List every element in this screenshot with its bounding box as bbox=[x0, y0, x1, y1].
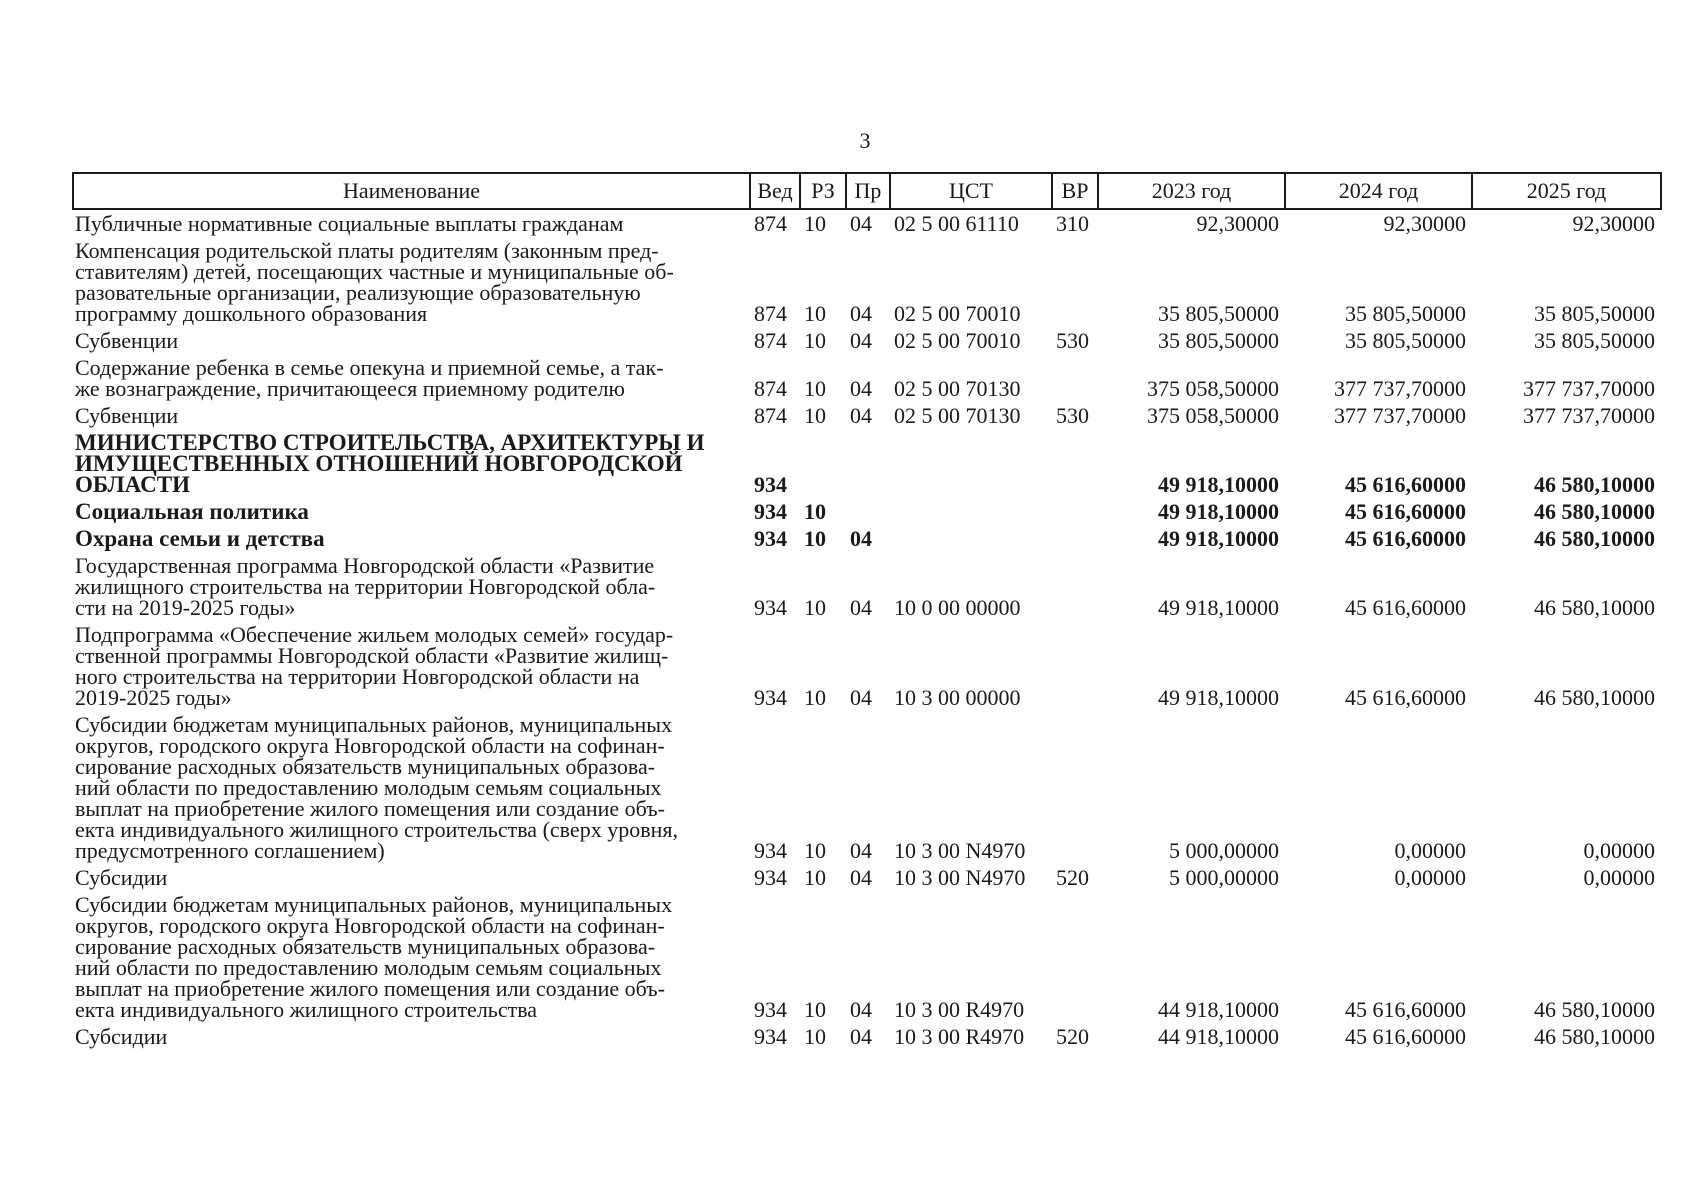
row-name-line: сирование расходных обязательств муниципальных образова- bbox=[75, 754, 656, 779]
cell-2024: 377 737,70000 bbox=[1334, 376, 1466, 401]
budget-table bbox=[72, 172, 1662, 1050]
row-name-line: Субвенции bbox=[75, 403, 179, 428]
row-name-line: сти на 2019-2025 годы» bbox=[75, 595, 296, 620]
cell-vr bbox=[1052, 237, 1098, 327]
cell-2023: 375 058,50000 bbox=[1147, 376, 1279, 401]
cell-2025: 35 805,50000 bbox=[1534, 328, 1655, 353]
cell-2025: 46 580,10000 bbox=[1534, 499, 1655, 524]
header-rz: РЗ bbox=[800, 173, 846, 209]
row-name-line: Социальная политика bbox=[75, 499, 309, 524]
cell-vr: 530 bbox=[1056, 403, 1089, 428]
row-name-line: предусмотренного соглашением) bbox=[75, 838, 385, 863]
cell-rz: 10 bbox=[804, 1024, 826, 1049]
row-name-line: 2019-2025 годы» bbox=[75, 685, 232, 710]
header-2025: 2025 год bbox=[1472, 173, 1661, 209]
row-name-line: сирование расходных обязательств муниципальных образова- bbox=[75, 934, 656, 959]
table-row bbox=[73, 711, 1661, 864]
cell-2025: 46 580,10000 bbox=[1534, 1024, 1655, 1049]
cell-2023: 44 918,10000 bbox=[1158, 997, 1279, 1022]
cell-cst: 10 3 00 00000 bbox=[894, 685, 1021, 710]
cell-2024: 377 737,70000 bbox=[1334, 403, 1466, 428]
cell-vr bbox=[1052, 525, 1098, 552]
table-row bbox=[73, 354, 1661, 402]
cell-2023: 49 918,10000 bbox=[1158, 472, 1279, 497]
cell-2025: 377 737,70000 bbox=[1523, 376, 1655, 401]
cell-rz: 10 bbox=[804, 499, 826, 524]
cell-vr: 520 bbox=[1056, 865, 1089, 890]
cell-ved: 934 bbox=[754, 595, 787, 620]
row-name-line: Субвенции bbox=[75, 328, 179, 353]
header-2024: 2024 год bbox=[1285, 173, 1472, 209]
table-row bbox=[73, 209, 1661, 237]
cell-cst: 02 5 00 61110 bbox=[894, 211, 1019, 236]
row-name-line: округов, городского округа Новгородской области на софинан- bbox=[75, 733, 665, 758]
cell-pr: 04 bbox=[850, 685, 872, 710]
cell-cst: 10 3 00 N4970 bbox=[894, 838, 1026, 863]
cell-2025: 46 580,10000 bbox=[1534, 472, 1655, 497]
cell-2025: 46 580,10000 bbox=[1534, 526, 1655, 551]
row-name-line: екта индивидуального жилищного строительства bbox=[75, 997, 538, 1022]
cell-2024: 45 616,60000 bbox=[1345, 1024, 1466, 1049]
row-name-line: ственной программы Новгородской области «Развитие жилищ- bbox=[75, 643, 669, 668]
cell-rz: 10 bbox=[804, 211, 826, 236]
row-name-line: округов, городского округа Новгородской области на софинан- bbox=[75, 913, 665, 938]
cell-cst: 02 5 00 70130 bbox=[894, 403, 1021, 428]
cell-pr bbox=[846, 498, 890, 525]
cell-ved: 934 bbox=[754, 472, 787, 497]
cell-2024: 45 616,60000 bbox=[1345, 526, 1466, 551]
header-cst: ЦСТ bbox=[890, 173, 1052, 209]
cell-2024: 0,00000 bbox=[1394, 865, 1466, 890]
row-name bbox=[73, 209, 750, 237]
table-header bbox=[73, 173, 1661, 209]
cell-vr bbox=[1052, 552, 1098, 621]
cell-ved: 874 bbox=[754, 403, 787, 428]
cell-2023: 5 000,00000 bbox=[1169, 838, 1279, 863]
cell-vr bbox=[1052, 429, 1098, 498]
row-name-line: же вознаграждение, причитающееся приемному родителю bbox=[75, 376, 625, 401]
cell-ved: 874 bbox=[754, 301, 787, 326]
cell-ved: 934 bbox=[754, 499, 787, 524]
cell-vr: 310 bbox=[1056, 211, 1089, 236]
row-name bbox=[73, 237, 750, 327]
table-row bbox=[73, 864, 1661, 891]
page-number: 3 bbox=[859, 128, 871, 153]
row-name-line: екта индивидуального жилищного строительства (сверх уровня, bbox=[75, 817, 678, 842]
cell-ved: 934 bbox=[754, 685, 787, 710]
row-name-line: Содержание ребенка в семье опекуна и приемной семье, а так- bbox=[75, 355, 664, 380]
row-name-line: Субсидии бюджетам муниципальных районов, муниципальных bbox=[75, 712, 673, 737]
row-name-line: Государственная программа Новгородской области «Развитие bbox=[75, 553, 655, 578]
table-row bbox=[73, 1023, 1661, 1050]
cell-rz: 10 bbox=[804, 526, 826, 551]
cell-ved: 934 bbox=[754, 838, 787, 863]
cell-cst bbox=[890, 429, 1052, 498]
cell-2025: 0,00000 bbox=[1583, 865, 1655, 890]
row-name-line: ний области по предоставлению молодым семьям социальных bbox=[75, 775, 662, 800]
cell-2024: 45 616,60000 bbox=[1345, 685, 1466, 710]
row-name bbox=[73, 1023, 750, 1050]
cell-rz: 10 bbox=[804, 403, 826, 428]
cell-cst: 10 3 00 R4970 bbox=[894, 1024, 1025, 1049]
cell-vr: 520 bbox=[1056, 1024, 1089, 1049]
table-row bbox=[73, 402, 1661, 429]
row-name-line: Субсидии bbox=[75, 1024, 168, 1049]
cell-cst: 10 3 00 N4970 bbox=[894, 865, 1026, 890]
cell-pr bbox=[846, 429, 890, 498]
cell-vr bbox=[1052, 354, 1098, 402]
row-name-line: Компенсация родительской платы родителям (законным пред- bbox=[75, 238, 659, 263]
row-name bbox=[73, 864, 750, 891]
row-name-line: Охрана семьи и детства bbox=[75, 526, 325, 551]
cell-2023: 5 000,00000 bbox=[1169, 865, 1279, 890]
row-name-line: МИНИСТЕРСТВО СТРОИТЕЛЬСТВА, АРХИТЕКТУРЫ И bbox=[75, 430, 705, 455]
header-row bbox=[73, 173, 1661, 209]
row-name-line: Подпрограмма «Обеспечение жильем молодых семей» государ- bbox=[75, 622, 674, 647]
cell-2024: 45 616,60000 bbox=[1345, 595, 1466, 620]
cell-2023: 49 918,10000 bbox=[1158, 595, 1279, 620]
budget-table-container bbox=[72, 172, 1660, 1050]
cell-2024: 45 616,60000 bbox=[1345, 499, 1466, 524]
cell-vr bbox=[1052, 498, 1098, 525]
table-row bbox=[73, 429, 1661, 498]
row-name-line: жилищного строительства на территории Новгородской обла- bbox=[75, 574, 656, 599]
cell-pr: 04 bbox=[850, 595, 872, 620]
cell-2023: 49 918,10000 bbox=[1158, 526, 1279, 551]
cell-2025: 0,00000 bbox=[1583, 838, 1655, 863]
cell-vr bbox=[1052, 711, 1098, 864]
row-name-line: ОБЛАСТИ bbox=[75, 472, 190, 497]
header-ved: Вед bbox=[750, 173, 800, 209]
row-name bbox=[73, 498, 750, 525]
cell-pr: 04 bbox=[850, 301, 872, 326]
row-name bbox=[73, 354, 750, 402]
row-name-line: выплат на приобретение жилого помещения или создание объ- bbox=[75, 976, 666, 1001]
cell-pr: 04 bbox=[850, 526, 872, 551]
row-name-line: ного строительства на территории Новгородской области на bbox=[75, 664, 640, 689]
cell-2024: 45 616,60000 bbox=[1345, 472, 1466, 497]
cell-2024: 35 805,50000 bbox=[1345, 328, 1466, 353]
cell-pr: 04 bbox=[850, 211, 872, 236]
cell-2023: 375 058,50000 bbox=[1147, 403, 1279, 428]
cell-vr bbox=[1052, 891, 1098, 1023]
cell-2025: 46 580,10000 bbox=[1534, 997, 1655, 1022]
cell-rz: 10 bbox=[804, 328, 826, 353]
cell-ved: 874 bbox=[754, 376, 787, 401]
cell-rz: 10 bbox=[804, 838, 826, 863]
cell-cst bbox=[890, 525, 1052, 552]
table-row bbox=[73, 525, 1661, 552]
table-row bbox=[73, 891, 1661, 1023]
cell-2025: 35 805,50000 bbox=[1534, 301, 1655, 326]
cell-ved: 874 bbox=[754, 328, 787, 353]
row-name-line: программу дошкольного образования bbox=[75, 301, 428, 326]
cell-cst: 10 0 00 00000 bbox=[894, 595, 1021, 620]
cell-2025: 92,30000 bbox=[1572, 211, 1655, 236]
row-name bbox=[73, 402, 750, 429]
cell-2023: 92,30000 bbox=[1196, 211, 1279, 236]
cell-2024: 0,00000 bbox=[1394, 838, 1466, 863]
cell-2025: 46 580,10000 bbox=[1534, 595, 1655, 620]
table-row bbox=[73, 498, 1661, 525]
row-name bbox=[73, 525, 750, 552]
table-row bbox=[73, 552, 1661, 621]
cell-vr bbox=[1052, 621, 1098, 711]
cell-2023: 49 918,10000 bbox=[1158, 499, 1279, 524]
cell-2023: 35 805,50000 bbox=[1158, 301, 1279, 326]
row-name-line: Публичные нормативные социальные выплаты гражданам bbox=[75, 211, 624, 236]
header-2023: 2023 год bbox=[1098, 173, 1285, 209]
cell-vr: 530 bbox=[1056, 328, 1089, 353]
cell-pr: 04 bbox=[850, 997, 872, 1022]
row-name-line: Субсидии bbox=[75, 865, 168, 890]
cell-cst: 02 5 00 70130 bbox=[894, 376, 1021, 401]
cell-rz: 10 bbox=[804, 595, 826, 620]
header-name: Наименование bbox=[73, 173, 750, 209]
cell-cst: 02 5 00 70010 bbox=[894, 328, 1021, 353]
header-pr: Пр bbox=[846, 173, 890, 209]
row-name-line: ИМУЩЕСТВЕННЫХ ОТНОШЕНИЙ НОВГОРОДСКОЙ bbox=[75, 451, 683, 476]
cell-cst: 10 3 00 R4970 bbox=[894, 997, 1025, 1022]
cell-pr: 04 bbox=[850, 1024, 872, 1049]
row-name bbox=[73, 429, 750, 498]
header-vr: ВР bbox=[1052, 173, 1098, 209]
cell-ved: 934 bbox=[754, 526, 787, 551]
table-row bbox=[73, 237, 1661, 327]
cell-ved: 874 bbox=[754, 211, 787, 236]
cell-2023: 35 805,50000 bbox=[1158, 328, 1279, 353]
cell-2024: 92,30000 bbox=[1383, 211, 1466, 236]
table-body bbox=[73, 209, 1661, 1050]
cell-rz: 10 bbox=[804, 685, 826, 710]
table-row bbox=[73, 327, 1661, 354]
cell-2024: 35 805,50000 bbox=[1345, 301, 1466, 326]
cell-2024: 45 616,60000 bbox=[1345, 997, 1466, 1022]
cell-rz: 10 bbox=[804, 997, 826, 1022]
cell-2023: 49 918,10000 bbox=[1158, 685, 1279, 710]
cell-rz bbox=[800, 429, 846, 498]
row-name-line: ний области по предоставлению молодым семьям социальных bbox=[75, 955, 662, 980]
cell-pr: 04 bbox=[850, 838, 872, 863]
cell-2025: 377 737,70000 bbox=[1523, 403, 1655, 428]
cell-rz: 10 bbox=[804, 301, 826, 326]
row-name bbox=[73, 621, 750, 711]
row-name-line: ставителям) детей, посещающих частные и муниципальные об- bbox=[75, 259, 674, 284]
row-name bbox=[73, 552, 750, 621]
row-name bbox=[73, 891, 750, 1023]
row-name bbox=[73, 327, 750, 354]
cell-ved: 934 bbox=[754, 865, 787, 890]
cell-ved: 934 bbox=[754, 997, 787, 1022]
row-name-line: разовательные организации, реализующие образовательную bbox=[75, 280, 641, 305]
cell-ved: 934 bbox=[754, 1024, 787, 1049]
row-name bbox=[73, 711, 750, 864]
cell-rz: 10 bbox=[804, 865, 826, 890]
cell-rz: 10 bbox=[804, 376, 826, 401]
cell-pr: 04 bbox=[850, 403, 872, 428]
cell-cst: 02 5 00 70010 bbox=[894, 301, 1021, 326]
cell-pr: 04 bbox=[850, 376, 872, 401]
cell-2025: 46 580,10000 bbox=[1534, 685, 1655, 710]
table-row bbox=[73, 621, 1661, 711]
cell-pr: 04 bbox=[850, 865, 872, 890]
cell-cst bbox=[890, 498, 1052, 525]
cell-pr: 04 bbox=[850, 328, 872, 353]
row-name-line: Субсидии бюджетам муниципальных районов, муниципальных bbox=[75, 892, 673, 917]
cell-2023: 44 918,10000 bbox=[1158, 1024, 1279, 1049]
row-name-line: выплат на приобретение жилого помещения или создание объ- bbox=[75, 796, 666, 821]
